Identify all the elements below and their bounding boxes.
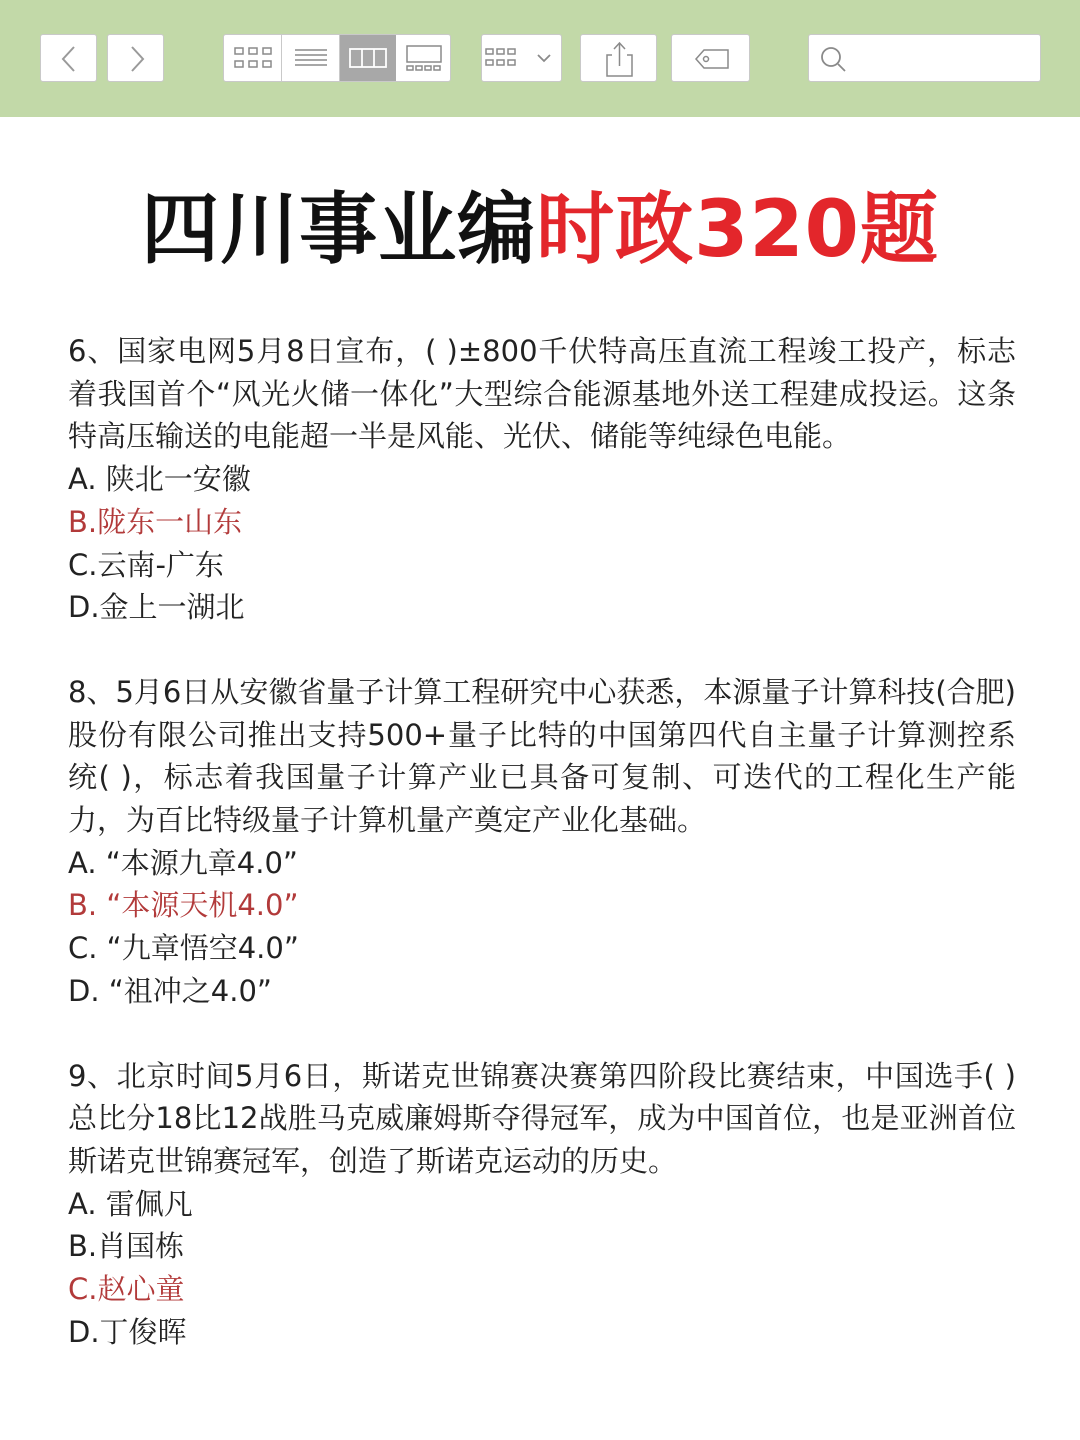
tag-button[interactable] — [671, 34, 750, 82]
grid-icon — [224, 35, 282, 81]
chevron-right-icon — [108, 35, 165, 83]
tag-icon — [672, 35, 751, 83]
answer-option: C.云南-广东 — [68, 547, 224, 582]
group-grid-icon — [482, 35, 563, 83]
answer-option: D.丁俊晖 — [68, 1314, 187, 1349]
title-highlight: 时政320题 — [536, 185, 939, 275]
answer-option-correct: B.陇东一山东 — [68, 504, 243, 539]
question-stem: 6、国家电网5月8日宣布，( )±800千伏特高压直流工程竣工投产，标志着我国首个“风光火储一体化”大型综合能源基地外送工程建成投运。这条特高压输送的电能超一半是风能、光伏、储能等纯绿色电能。 — [68, 334, 1016, 454]
gallery-icon — [396, 35, 452, 81]
back-button[interactable] — [40, 34, 97, 82]
question-block — [68, 671, 1016, 1013]
answer-option-correct: B. “本源天机4.0” — [68, 888, 299, 923]
question-list — [68, 330, 1016, 1395]
answer-option: A. “本源九章4.0” — [68, 845, 298, 880]
chevron-down-icon — [538, 55, 550, 61]
answer-option: A. 陕北一安徽 — [68, 462, 251, 497]
answer-option: D.金上一湖北 — [68, 590, 245, 625]
search-input[interactable] — [861, 41, 1035, 77]
icon-view-button[interactable] — [224, 35, 282, 81]
column-view-button[interactable] — [340, 35, 396, 81]
forward-button[interactable] — [107, 34, 164, 82]
columns-icon — [340, 35, 396, 81]
view-mode-control — [223, 34, 451, 82]
group-by-button[interactable] — [481, 34, 562, 82]
gallery-view-button[interactable] — [396, 35, 452, 81]
question-stem: 8、5月6日从安徽省量子计算工程研究中心获悉，本源量子计算科技(合肥)股份有限公司推出支持500+量子比特的中国第四代自主量子计算测控系统( )，标志着我国量子计算产业已具备可复制、可迭代的工程化生产能力，为百比特级量子计算机量产奠定产业化基础。 — [68, 674, 1016, 838]
answer-option: B.肖国栋 — [68, 1229, 185, 1264]
chevron-left-icon — [41, 35, 98, 83]
question-block — [68, 330, 1016, 629]
list-view-button[interactable] — [282, 35, 340, 81]
answer-option: C. “九章悟空4.0” — [68, 931, 299, 966]
answer-option-correct: C.赵心童 — [68, 1272, 185, 1307]
toolbar — [0, 0, 1080, 117]
question-block — [68, 1055, 1016, 1354]
answer-option: A. 雷佩凡 — [68, 1186, 193, 1221]
answer-option: D. “祖冲之4.0” — [68, 973, 272, 1008]
search-icon — [809, 35, 859, 81]
share-icon — [581, 35, 658, 83]
title-main: 四川事业编 — [141, 185, 537, 275]
share-button[interactable] — [580, 34, 657, 82]
page-title — [0, 182, 1080, 278]
search-field[interactable] — [808, 34, 1041, 82]
question-stem: 9、北京时间5月6日，斯诺克世锦赛决赛第四阶段比赛结束，中国选手( )总比分18比12战胜马克威廉姆斯夺得冠军，成为中国首位，也是亚洲首位斯诺克世锦赛冠军，创造了斯诺克运动的历史。 — [68, 1058, 1016, 1178]
list-icon — [282, 35, 340, 81]
